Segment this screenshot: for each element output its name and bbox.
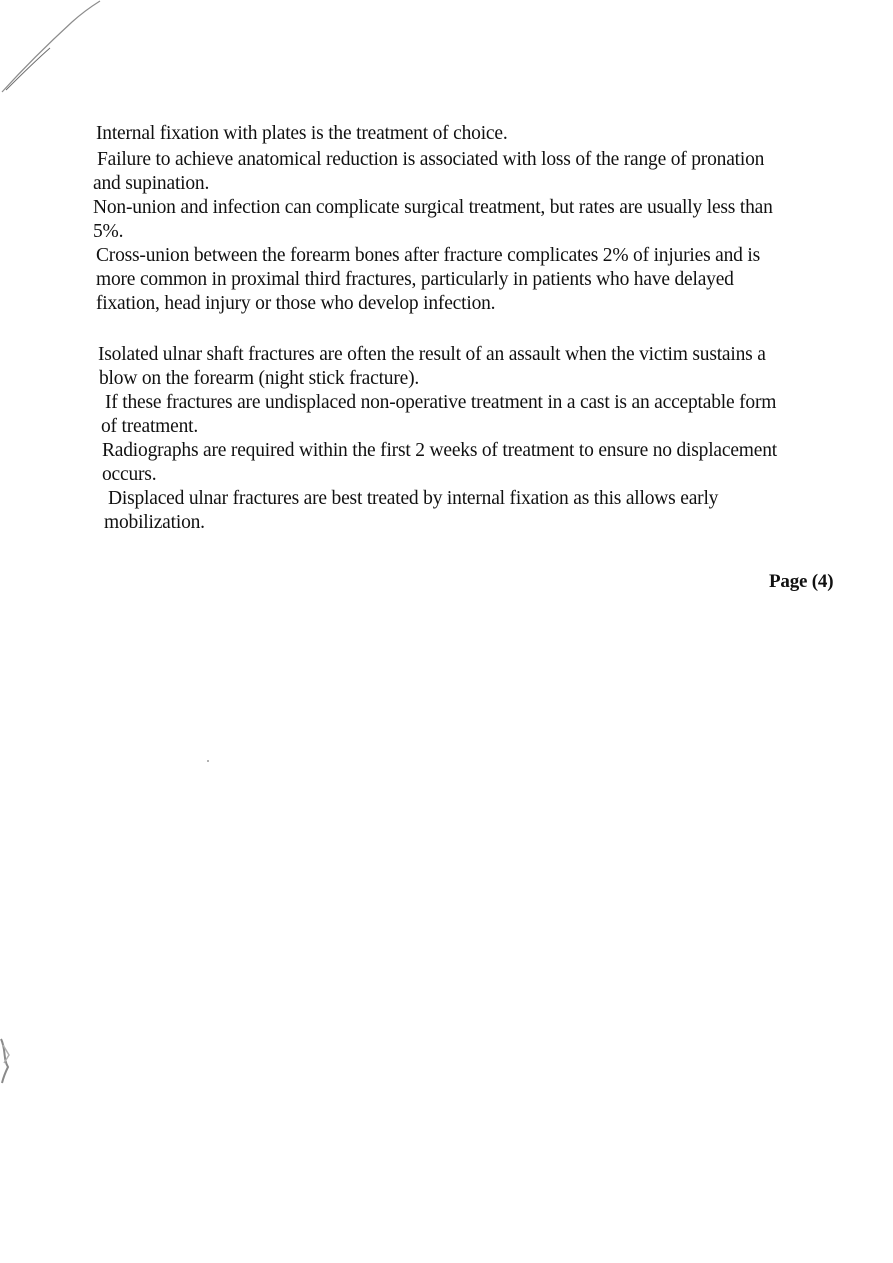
text-line: occurs. — [102, 464, 157, 485]
text-line: of treatment. — [101, 416, 199, 437]
text-line: Cross-union between the forearm bones after fracture complicates 2% of injuries and is — [96, 245, 760, 266]
page-number: Page (4) — [769, 571, 834, 592]
paragraph-ulnar-shaft-fractures — [97, 343, 777, 535]
text-line: more common in proximal third fractures, particularly in patients who have delayed — [96, 269, 734, 290]
text-line: fixation, head injury or those who develop infection. — [96, 293, 496, 314]
text-line: Radiographs are required within the first 2 weeks of treatment to ensure no displacement — [102, 440, 777, 461]
text-line: 5%. — [93, 221, 124, 242]
scan-speck — [207, 760, 209, 762]
text-line: Non-union and infection can complicate surgical treatment, but rates are usually less than — [93, 197, 773, 218]
text-line: Internal fixation with plates is the treatment of choice. — [96, 123, 508, 144]
text-line: blow on the forearm (night stick fracture). — [99, 368, 420, 389]
pen-stroke-mark — [0, 0, 120, 110]
text-line: Failure to achieve anatomical reduction is associated with loss of the range of pronation — [97, 149, 765, 170]
paragraph-forearm-fixation — [93, 122, 773, 316]
text-line: mobilization. — [104, 512, 205, 533]
scan-edge-smudge — [0, 1035, 18, 1085]
text-line: Isolated ulnar shaft fractures are often the result of an assault when the victim sustains a — [98, 344, 766, 365]
text-line: If these fractures are undisplaced non-operative treatment in a cast is an acceptable form — [105, 392, 777, 413]
text-line: Displaced ulnar fractures are best treated by internal fixation as this allows early — [108, 488, 719, 509]
text-line: and supination. — [93, 173, 210, 194]
